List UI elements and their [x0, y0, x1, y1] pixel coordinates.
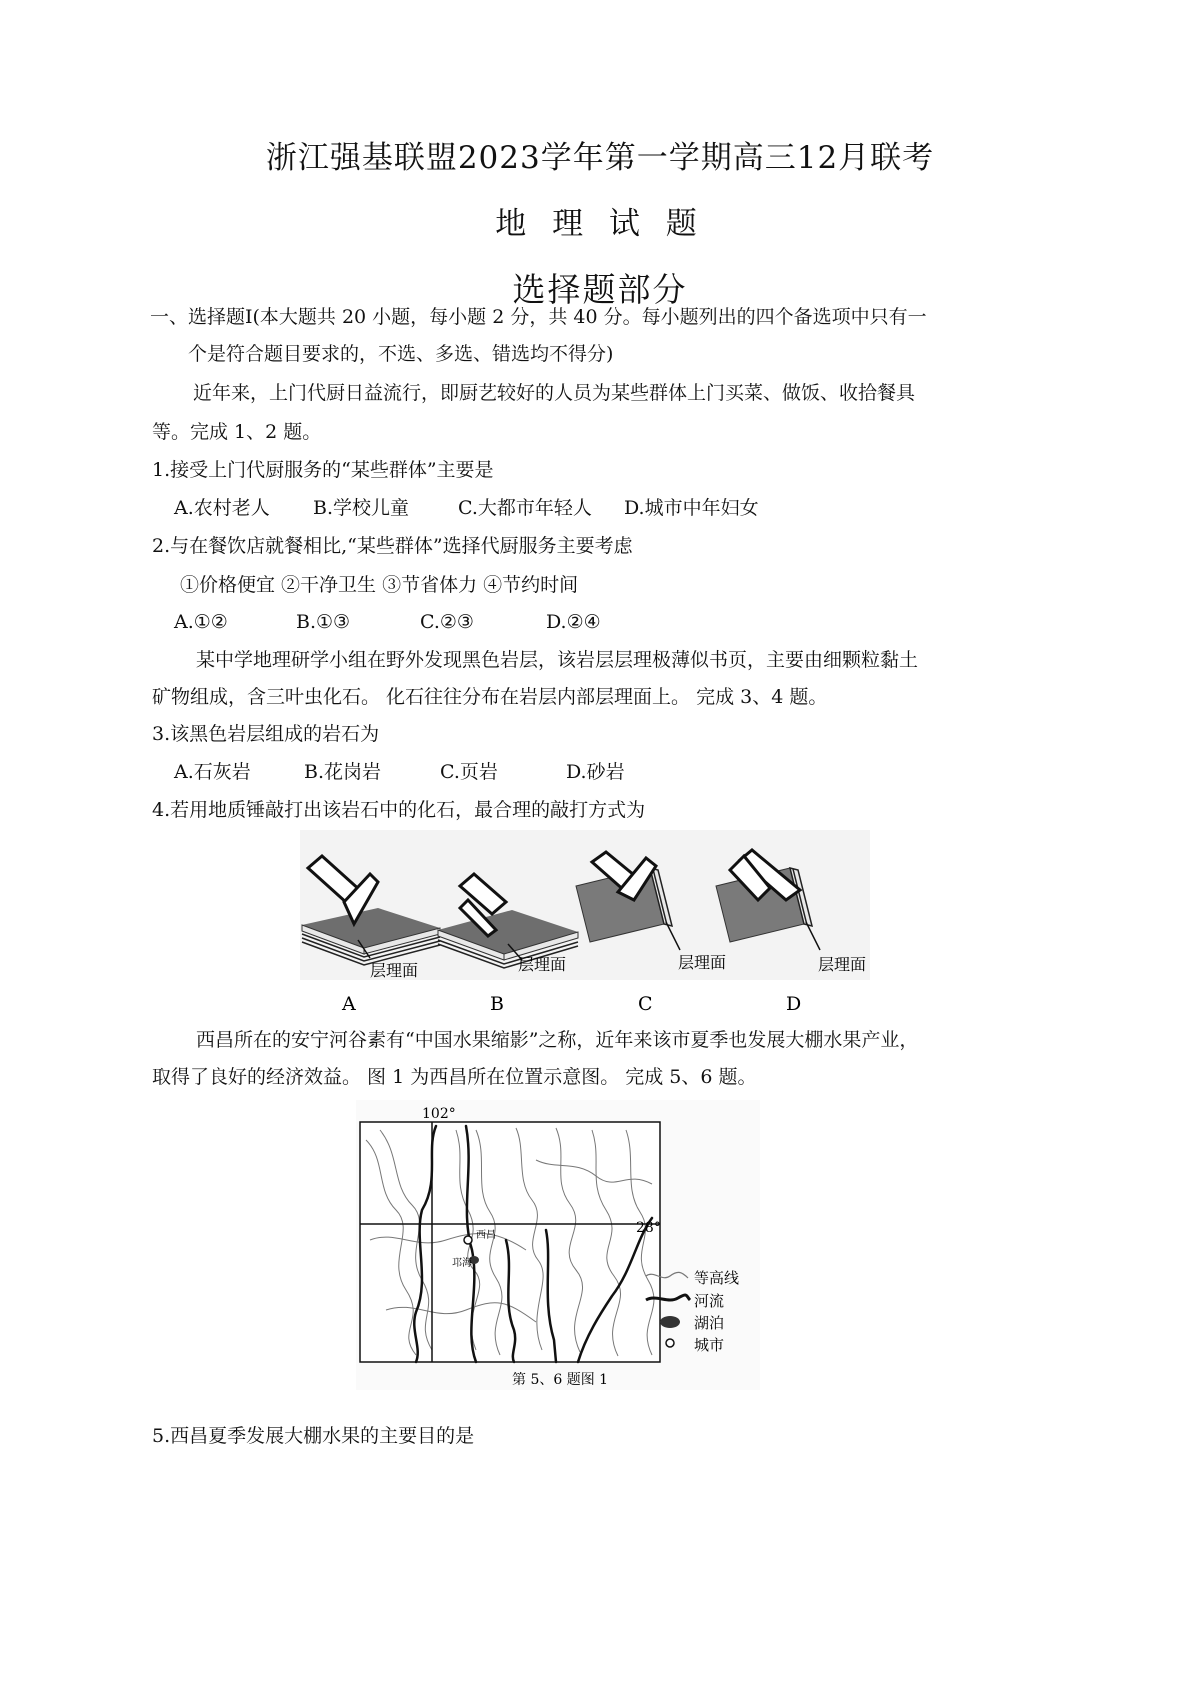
layer-label-b: 层理面: [518, 955, 567, 974]
subject-title: 地 理 试 题: [495, 206, 705, 242]
passage3-line-1: 西昌所在的安宁河谷素有“中国水果缩影”之称，近年来该市夏季也发展大棚水果产业，: [196, 1029, 919, 1051]
q2-stem: 2.与在餐饮店就餐相比,“某些群体”选择代厨服务主要考虑: [152, 535, 633, 557]
q3-option-a: A.石灰岩: [174, 761, 251, 783]
passage3-line-2: 取得了良好的经济效益。 图 1 为西昌所在位置示意图。 完成 5、6 题。: [152, 1066, 757, 1088]
q3-option-d: D.砂岩: [566, 761, 625, 783]
layer-label-c: 层理面: [678, 953, 727, 972]
q2-option-a: A.①②: [174, 611, 228, 633]
exam-title: 浙江强基联盟2023学年第一学期高三12月联考: [265, 140, 935, 176]
layer-label-d: 层理面: [818, 955, 867, 974]
instructions-line-2: 个是符合题目要求的，不选、多选、错选均不得分): [188, 343, 614, 365]
xichang-location-map: [356, 1100, 760, 1390]
lake-label: 邛海: [452, 1258, 472, 1269]
q1-stem: 1.接受上门代厨服务的“某些群体”主要是: [152, 459, 494, 481]
figure-letter-d: D: [786, 993, 802, 1015]
figure-letter-b: B: [490, 993, 504, 1015]
q3-option-c: C.页岩: [440, 761, 498, 783]
q1-option-b: B.学校儿童: [313, 497, 410, 519]
q2-items: ①价格便宜 ②干净卫生 ③节省体力 ④节约时间: [180, 574, 579, 596]
legend-city-symbol: [666, 1339, 674, 1347]
figure-letter-c: C: [638, 993, 653, 1015]
hammer-figure: [300, 830, 870, 1020]
legend-lake-label: 湖泊: [694, 1314, 725, 1332]
q4-stem: 4.若用地质锤敲打出该岩石中的化石，最合理的敲打方式为: [152, 799, 646, 821]
map-frame: [360, 1122, 660, 1362]
q1-option-c: C.大都市年轻人: [458, 497, 592, 519]
passage2-line-1: 某中学地理研学小组在野外发现黑色岩层，该岩层层理极薄似书页，主要由细颗粒黏土: [196, 649, 919, 671]
passage1-line-1: 近年来，上门代厨日益流行，即厨艺较好的人员为某些群体上门买菜、做饭、收拾餐具: [193, 382, 916, 404]
q2-option-b: B.①③: [296, 611, 351, 633]
q3-option-b: B.花岗岩: [304, 761, 382, 783]
q5-stem: 5.西昌夏季发展大棚水果的主要目的是: [152, 1425, 475, 1447]
q2-option-d: D.②④: [546, 611, 601, 633]
passage2-line-2: 矿物组成，含三叶虫化石。 化石往往分布在岩层内部层理面上。 完成 3、4 题。: [152, 686, 828, 708]
section-title: 选择题部分: [512, 270, 688, 309]
passage1-line-2: 等。完成 1、2 题。: [152, 421, 322, 443]
legend-lake-symbol: [660, 1316, 680, 1328]
legend-city-label: 城市: [694, 1336, 725, 1354]
figure-letter-a: A: [342, 993, 356, 1015]
q1-option-a: A.农村老人: [174, 497, 270, 519]
instructions-line-1: 一、选择题Ⅰ(本大题共 20 小题，每小题 2 分，共 40 分。每小题列出的四个备选项中只有一: [150, 306, 927, 328]
legend-river-label: 河流: [694, 1292, 725, 1310]
map-caption: 第 5、6 题图 1: [512, 1372, 609, 1388]
city-label: 西昌: [476, 1230, 496, 1241]
city-marker: [464, 1236, 472, 1244]
legend-contour-label: 等高线: [694, 1269, 740, 1287]
layer-label-a: 层理面: [370, 961, 419, 980]
longitude-label: 102°: [422, 1106, 456, 1122]
q3-stem: 3.该黑色岩层组成的岩石为: [152, 723, 380, 745]
latitude-label: 28°: [636, 1220, 661, 1236]
q2-option-c: C.②③: [420, 611, 474, 633]
q1-option-d: D.城市中年妇女: [624, 497, 759, 519]
